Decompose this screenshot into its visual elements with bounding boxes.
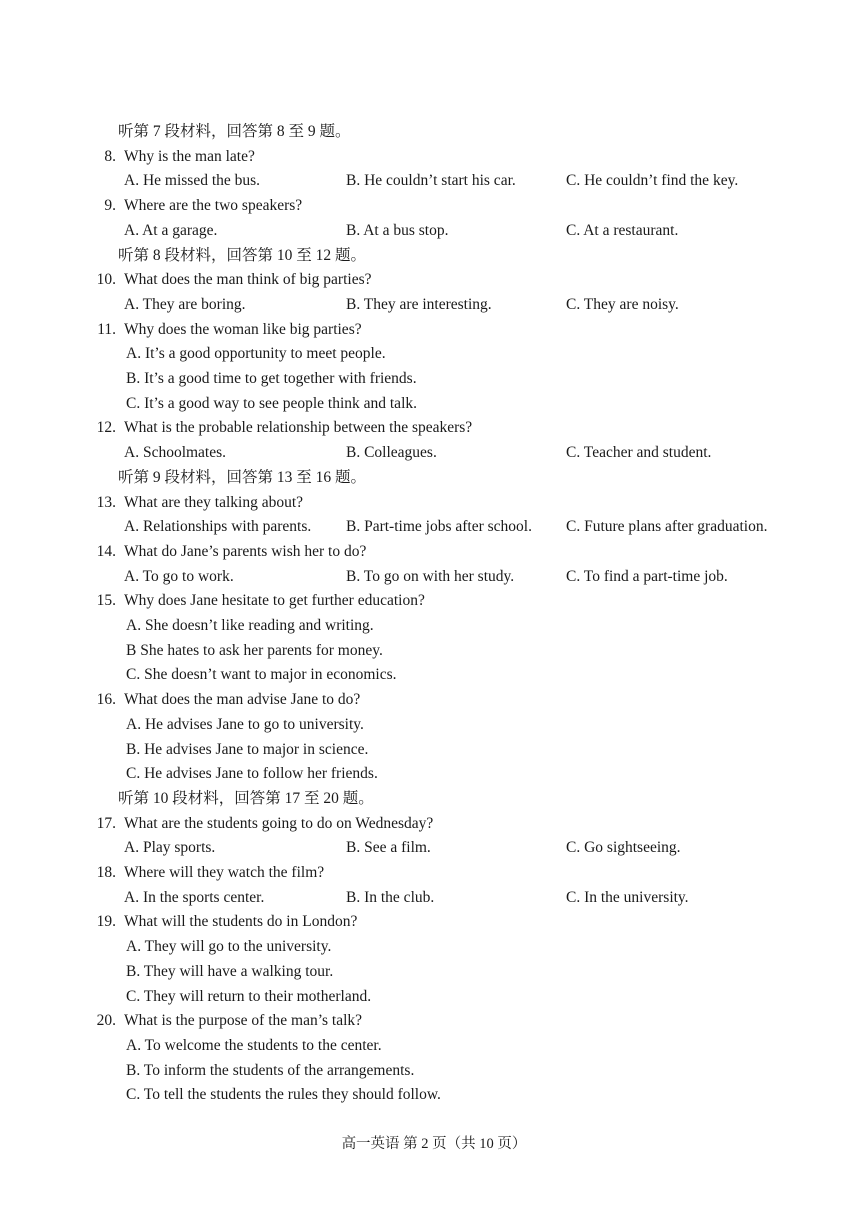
- question-number: 10.: [96, 271, 116, 289]
- option-b: B. Colleagues.: [346, 444, 437, 462]
- option-a: A. Play sports.: [124, 839, 216, 857]
- section-instruction: 听第 8 段材料，回答第 10 至 12 题。: [118, 246, 367, 264]
- question-text: What will the students do in London?: [124, 913, 358, 931]
- section-instruction: 听第 9 段材料，回答第 13 至 16 题。: [118, 468, 367, 486]
- option-b: B. They will have a walking tour.: [126, 962, 334, 980]
- option-c: C. They will return to their motherland.: [126, 987, 372, 1005]
- option-c: C. In the university.: [566, 888, 689, 906]
- option-b: B. At a bus stop.: [346, 221, 449, 239]
- option-c: C. To find a part-time job.: [566, 567, 728, 585]
- option-b: B She hates to ask her parents for money.: [126, 641, 383, 659]
- question-text: What is the probable relationship between the speakers?: [124, 419, 473, 437]
- question-number: 11.: [97, 320, 116, 338]
- question-number: 18.: [96, 864, 116, 881]
- question-number: 8.: [104, 147, 116, 165]
- option-b: B. To inform the students of the arrangements.: [126, 1061, 415, 1079]
- option-a: A. To go to work.: [124, 567, 234, 585]
- option-a: A. They will go to the university.: [126, 938, 332, 956]
- option-c: C. Future plans after graduation.: [566, 518, 768, 536]
- option-b: B. He couldn’t start his car.: [346, 172, 516, 190]
- option-a: A. He advises Jane to go to university.: [126, 715, 364, 733]
- page-footer: 高一英语 第 2 页（共 10 页）: [341, 1136, 527, 1152]
- option-c: C. At a restaurant.: [566, 221, 679, 239]
- option-b: B. He advises Jane to major in science.: [126, 740, 369, 758]
- option-b: B. To go on with her study.: [346, 567, 515, 585]
- section-instruction: 听第 7 段材料，回答第 8 至 9 题。: [118, 123, 351, 140]
- option-c: C. They are noisy.: [566, 295, 679, 313]
- question-text: What are they talking about?: [124, 493, 304, 511]
- question-text: Why does the woman like big parties?: [124, 320, 362, 338]
- question-text: What are the students going to do on Wednesday?: [124, 814, 434, 832]
- question-text: What does the man advise Jane to do?: [124, 691, 361, 709]
- question-text: Why does Jane hesitate to get further education?: [124, 592, 425, 610]
- question-text: What do Jane’s parents wish her to do?: [124, 542, 367, 560]
- question-text: Where will they watch the film?: [124, 864, 325, 881]
- option-a: A. Relationships with parents.: [124, 518, 312, 536]
- question-text: Where are the two speakers?: [124, 197, 303, 215]
- option-b: B. See a film.: [346, 839, 431, 857]
- option-a: A. To welcome the students to the center.: [126, 1036, 382, 1054]
- question-number: 16.: [96, 691, 116, 709]
- option-c: C. Teacher and student.: [566, 444, 712, 462]
- section-instruction: 听第 10 段材料，回答第 17 至 20 题。: [118, 789, 374, 807]
- option-b: B. It’s a good time to get together with friends.: [126, 370, 417, 387]
- question-number: 19.: [96, 913, 116, 931]
- option-c: C. He couldn’t find the key.: [566, 172, 739, 190]
- question-number: 13.: [96, 493, 116, 511]
- question-number: 15.: [96, 592, 116, 610]
- option-a: A. They are boring.: [124, 295, 246, 313]
- option-a: A. Schoolmates.: [124, 444, 227, 462]
- option-c: C. To tell the students the rules they should follow.: [126, 1086, 441, 1104]
- question-number: 12.: [96, 419, 116, 437]
- option-c: C. She doesn’t want to major in economics.: [126, 666, 397, 684]
- option-c: C. Go sightseeing.: [566, 839, 681, 857]
- option-c: C. He advises Jane to follow her friends.: [126, 765, 378, 783]
- question-text: What does the man think of big parties?: [124, 271, 372, 289]
- option-c: C. It’s a good way to see people think and talk.: [126, 394, 417, 412]
- question-text: What is the purpose of the man’s talk?: [124, 1012, 363, 1030]
- option-b: B. In the club.: [346, 888, 435, 906]
- option-b: B. They are interesting.: [346, 295, 492, 313]
- option-a: A. She doesn’t like reading and writing.: [126, 617, 374, 634]
- option-a: A. At a garage.: [124, 221, 218, 239]
- option-a: A. It’s a good opportunity to meet people.: [126, 345, 386, 363]
- option-b: B. Part-time jobs after school.: [346, 518, 532, 536]
- question-number: 17.: [96, 814, 116, 832]
- question-text: Why is the man late?: [124, 147, 255, 165]
- question-number: 9.: [104, 197, 116, 215]
- option-a: A. In the sports center.: [124, 888, 265, 906]
- option-a: A. He missed the bus.: [124, 172, 261, 190]
- question-number: 14.: [96, 542, 116, 560]
- question-number: 20.: [96, 1012, 116, 1030]
